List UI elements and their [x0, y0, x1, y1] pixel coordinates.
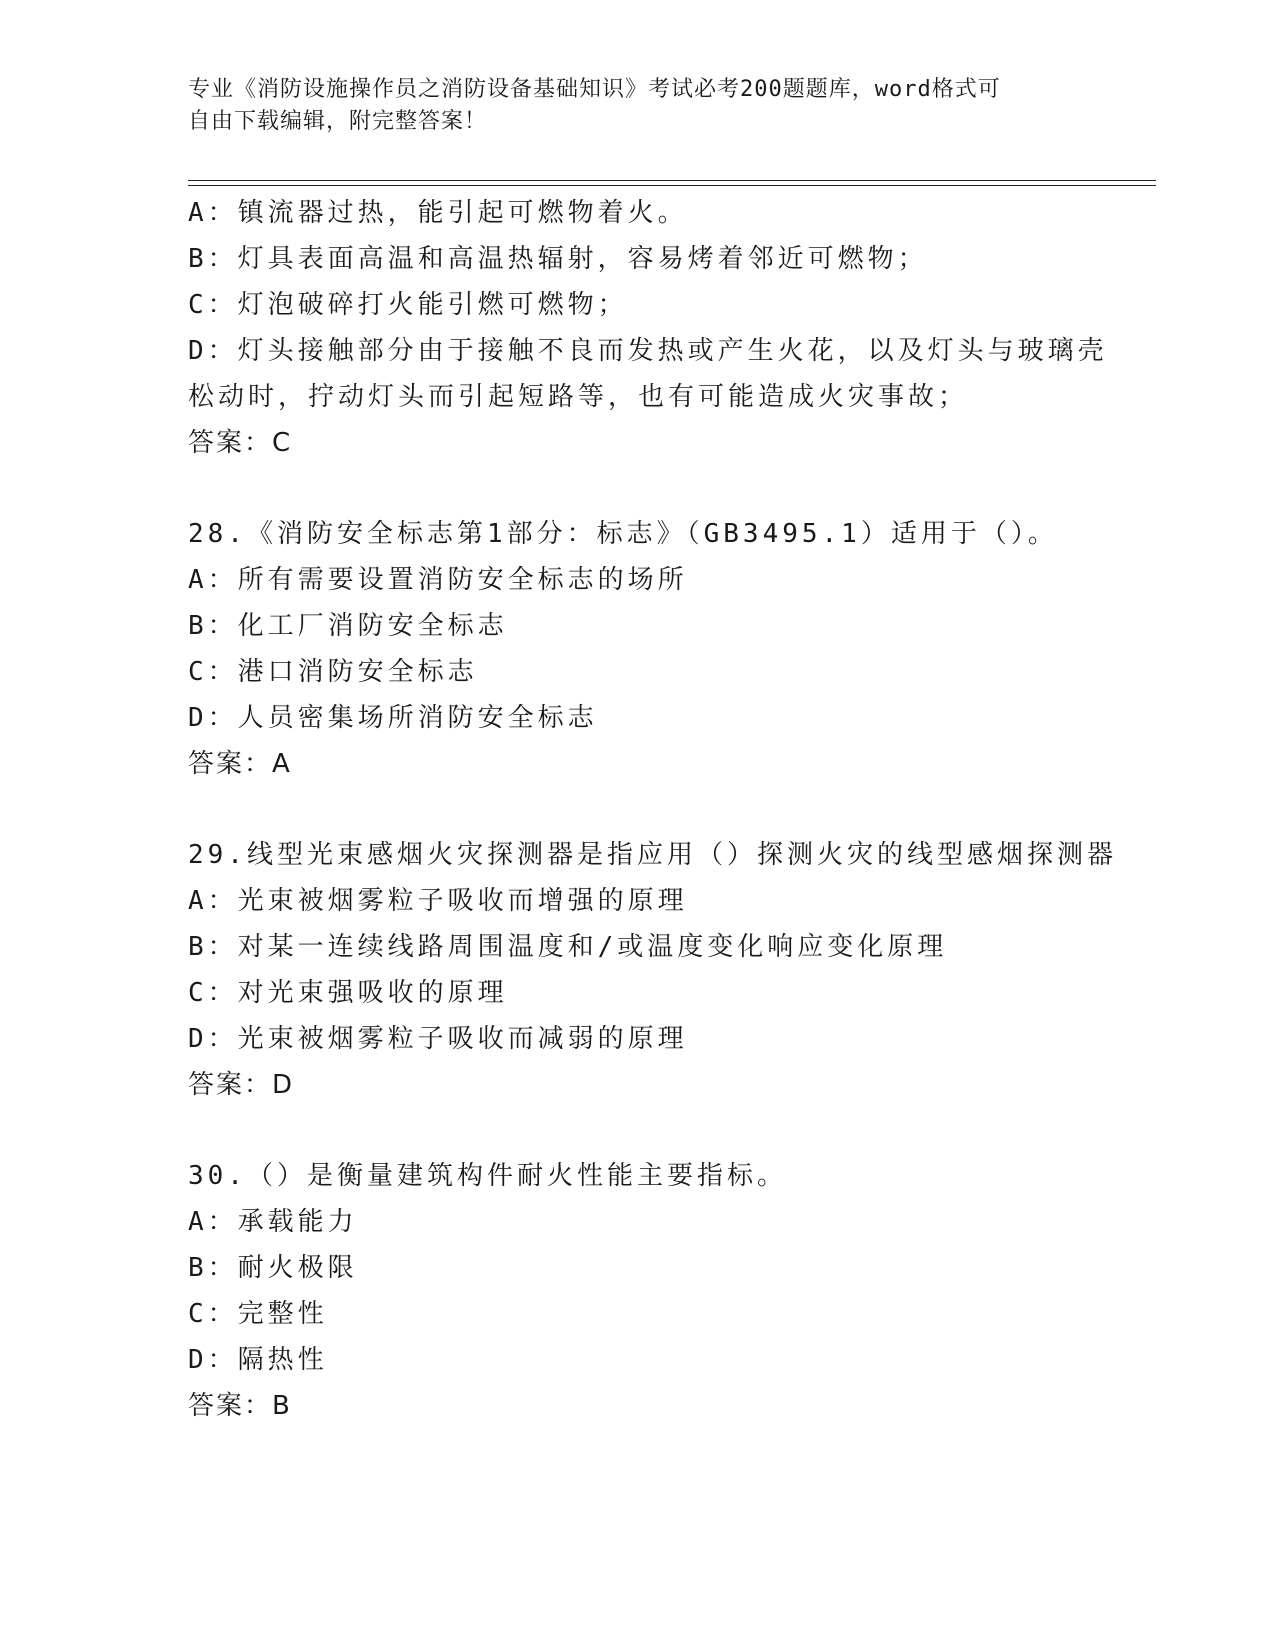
document-header	[188, 74, 1088, 138]
question-block-29	[188, 832, 1117, 1108]
option-b: B：耐火极限	[188, 1253, 358, 1283]
answer-line: 答案：B	[188, 1391, 292, 1421]
header-line-1: 专业《消防设施操作员之消防设备基础知识》考试必考200题题库，word格式可	[188, 77, 1001, 102]
question-stem: 29.线型光束感烟火灾探测器是指应用（）探测火灾的线型感烟探测器	[188, 840, 1117, 870]
option-d: D：隔热性	[188, 1345, 328, 1375]
option-b: B：对某一连续线路周围温度和/或温度变化响应变化原理	[188, 932, 948, 962]
option-d: D：光束被烟雾粒子吸收而减弱的原理	[188, 1024, 688, 1054]
header-divider-top	[188, 180, 1156, 181]
answer-line: 答案：D	[188, 1070, 295, 1100]
option-d: D：灯头接触部分由于接触不良而发热或产生火花，以及灯头与玻璃壳	[188, 336, 1108, 366]
header-line-2: 自由下载编辑，附完整答案！	[188, 109, 488, 134]
spacer	[188, 466, 1088, 511]
option-a: A：镇流器过热，能引起可燃物着火。	[188, 198, 688, 228]
question-block-30	[188, 1153, 1088, 1429]
option-c: C：灯泡破碎打火能引燃可燃物；	[188, 290, 628, 320]
question-block-27	[188, 190, 1108, 466]
answer-line: 答案：A	[188, 749, 292, 779]
option-c: C：港口消防安全标志	[188, 657, 478, 687]
spacer	[188, 787, 1088, 832]
question-stem: 28.《消防安全标志第1部分：标志》（GB3495.1）适用于（）。	[188, 519, 1058, 549]
option-c: C：对光束强吸收的原理	[188, 978, 508, 1008]
option-b: B：化工厂消防安全标志	[188, 611, 508, 641]
answer-line: 答案：C	[188, 428, 293, 458]
option-d-continued: 松动时，拧动灯头而引起短路等，也有可能造成火灾事故；	[188, 382, 969, 412]
spacer	[188, 1108, 1088, 1153]
option-a: A：所有需要设置消防安全标志的场所	[188, 565, 688, 595]
option-d: D：人员密集场所消防安全标志	[188, 703, 598, 733]
option-c: C：完整性	[188, 1299, 328, 1329]
option-a: A：光束被烟雾粒子吸收而增强的原理	[188, 886, 688, 916]
question-block-28	[188, 511, 1088, 787]
option-a: A：承载能力	[188, 1207, 358, 1237]
header-divider-bottom	[188, 185, 1156, 186]
question-content	[188, 190, 1117, 1429]
question-stem: 30.（）是衡量建筑构件耐火性能主要指标。	[188, 1161, 787, 1191]
option-b: B：灯具表面高温和高温热辐射，容易烤着邻近可燃物；	[188, 244, 928, 274]
